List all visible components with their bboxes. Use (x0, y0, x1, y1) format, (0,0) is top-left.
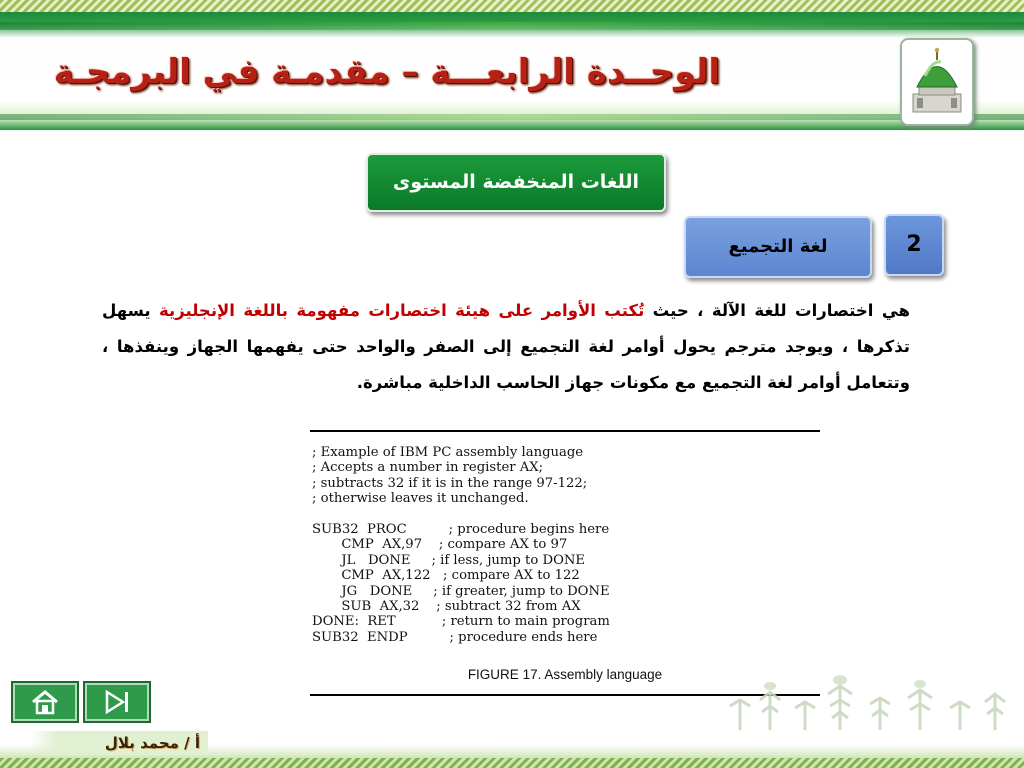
paragraph-part-1: هي اختصارات للغة الآلة ، حيث (644, 301, 910, 320)
slide-title: الوحــدة الرابعـــة – مقدمـة في البرمجـة (53, 52, 720, 92)
mosque-dome-icon (907, 46, 967, 118)
topic-number: 2 (884, 214, 944, 276)
paragraph-highlight: تُكتب الأوامر على هيئة اختصارات مفهومة باللغة الإنجليزية (159, 301, 645, 320)
paragraph-part-2: يسهل تذكرها ، ويوجد مترجم يحول أوامر لغة التجميع إلى الصفر والواحد حتى يفهمها الجهاز وينفذها ، وتتعامل أوامر لغة التجميع مع مكونات جهاز الحاسب الداخلية مباشرة. (102, 301, 910, 392)
topic-title: لغة التجميع (684, 216, 872, 278)
figure-caption: FIGURE 17. Assembly language (467, 667, 663, 682)
body-paragraph (102, 293, 910, 401)
author-name: أ / محمد بلال (30, 731, 208, 755)
next-slide-button[interactable] (85, 683, 149, 721)
section-title: اللغات المنخفضة المستوى (366, 153, 666, 212)
top-stripe (0, 0, 1024, 12)
figure-top-rule (310, 430, 820, 432)
logo (900, 38, 974, 126)
home-icon (29, 689, 61, 715)
home-button[interactable] (13, 683, 77, 721)
decorative-plants (720, 672, 1020, 732)
next-slide-icon (101, 689, 133, 715)
assembly-code-figure: ; Example of IBM PC assembly language ; Accepts a number in register AX; ; subtracts 32 if it is in the range 97-122; ; otherwise leaves it unchanged. SUB32 PROC ; procedure begins here CMP AX,97 ; compare AX to 97 JL DONE ; if less, jump to DONE CMP AX,122 ; compare AX to 122 JG DONE ; if greater, jump to DONE SUB AX,32 ; subtract 32 from AX DONE: RET ; return to main program SUB32 ENDP ; procedure ends here (312, 445, 610, 645)
